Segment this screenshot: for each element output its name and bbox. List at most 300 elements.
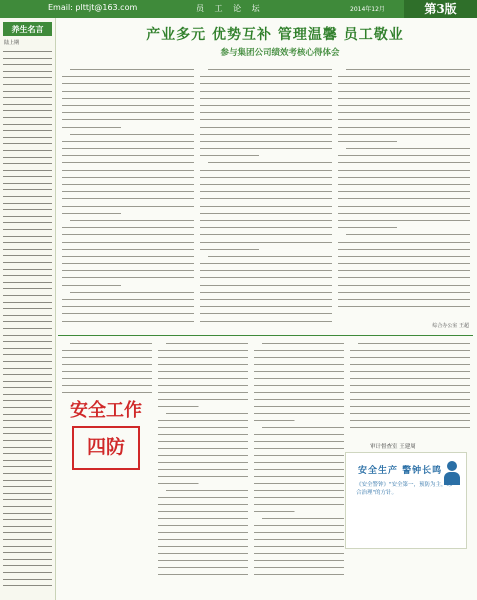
text-line [338,267,470,274]
text-line [200,109,332,116]
text-line [200,102,332,109]
header-email: Email: plttjt@163.com [48,3,138,12]
text-line [3,259,52,266]
text-line [3,404,52,411]
text-line [254,494,344,501]
text-line [3,351,52,358]
safety-title-block [64,400,148,470]
text-line [338,210,470,217]
text-line [200,260,332,267]
text-line [62,260,194,267]
text-line [254,466,344,473]
text-line [200,224,332,231]
text-line [3,305,52,312]
text-line [254,361,344,368]
text-line [62,124,194,131]
text-line [350,410,470,417]
text-line [3,516,52,523]
text-line [3,444,52,451]
text-line [3,213,52,220]
text-line [158,410,248,417]
text-line [3,358,52,365]
text-line [3,292,52,299]
sidebar-column [0,18,56,600]
text-line [3,483,52,490]
text-line [62,159,194,166]
page-number: 第3版 [404,0,477,18]
text-line [254,382,344,389]
text-line [3,549,52,556]
text-line [338,95,470,102]
text-line [338,296,470,303]
text-line [200,296,332,303]
text-line [3,338,52,345]
text-line [3,417,52,424]
text-line [3,582,52,589]
text-line [338,217,470,224]
text-line [158,389,248,396]
text-line [3,543,52,550]
article-body [62,66,470,346]
text-line [158,361,248,368]
text-line [338,152,470,159]
text-line [3,186,52,193]
text-line [158,459,248,466]
text-line [3,457,52,464]
text-line [254,550,344,557]
poem-body: 《安全警钟》"安全第一，预防为主，综合治理"的方针。 [356,482,453,496]
text-line [3,219,52,226]
text-line [350,375,470,382]
text-line [3,167,52,174]
text-line [254,354,344,361]
text-line [158,550,248,557]
text-line [62,361,152,368]
text-line [3,88,52,95]
text-line [338,66,470,73]
header-date: 2014年12月 [350,6,385,13]
text-line [62,282,194,289]
text-line [3,318,52,325]
text-line [62,66,194,73]
article-column-1 [62,66,194,346]
text-line [62,354,152,361]
text-line [200,116,332,123]
text-line [3,127,52,134]
text-line [200,80,332,87]
text-line [200,73,332,80]
text-line [3,121,52,128]
text-line [158,382,248,389]
text-line [3,529,52,536]
section-divider [58,335,473,336]
text-line [200,138,332,145]
text-line [62,102,194,109]
text-line [3,285,52,292]
text-line [200,124,332,131]
text-line [254,571,344,578]
text-line [158,354,248,361]
article-headline: 产业多元 优势互补 管理温馨 员工敬业 [146,27,404,43]
text-line [3,325,52,332]
text-line [3,140,52,147]
text-line [3,272,52,279]
text-line [254,480,344,487]
text-line [254,557,344,564]
text-line [200,246,332,253]
text-line [338,224,470,231]
text-line [200,267,332,274]
poem-label: 审计督查室 王建周 [370,444,416,450]
lower-column-2 [158,340,248,592]
text-line [338,246,470,253]
text-line [3,378,52,385]
text-line [62,131,194,138]
text-line [254,529,344,536]
text-line [200,274,332,281]
text-line [3,173,52,180]
text-line [3,193,52,200]
poem-box [345,452,467,549]
text-line [62,347,152,354]
text-line [338,167,470,174]
text-line [158,466,248,473]
text-line [254,347,344,354]
text-line [3,233,52,240]
article-byline: 综合办公室 王超 [432,323,469,329]
text-line [3,252,52,259]
text-line [158,396,248,403]
text-line [338,282,470,289]
text-line [338,203,470,210]
text-line [200,217,332,224]
text-line [350,389,470,396]
text-line [200,88,332,95]
text-line [3,114,52,121]
text-line [62,181,194,188]
text-line [158,543,248,550]
text-line [62,246,194,253]
text-line [200,181,332,188]
text-line [3,463,52,470]
text-line [338,80,470,87]
text-line [158,431,248,438]
text-line [254,487,344,494]
text-line [3,226,52,233]
text-line [200,253,332,260]
text-line [3,94,52,101]
text-line [158,494,248,501]
text-line [62,267,194,274]
text-line [158,473,248,480]
text-line [200,95,332,102]
text-line [200,231,332,238]
text-line [62,80,194,87]
sidebar-title: 养生名言 [3,22,52,36]
text-line [62,109,194,116]
text-line [3,470,52,477]
text-line [3,74,52,81]
text-line [3,391,52,398]
text-line [3,134,52,141]
text-line [3,200,52,207]
text-line [200,188,332,195]
text-line [62,289,194,296]
text-line [62,368,152,375]
text-line [158,424,248,431]
text-line [62,296,194,303]
text-line [158,536,248,543]
text-line [3,384,52,391]
text-line [338,289,470,296]
text-line [62,195,194,202]
text-line [3,430,52,437]
text-line [350,354,470,361]
text-line [338,159,470,166]
text-line [3,536,52,543]
text-line [254,340,344,347]
safety-title: 安全工作 [70,400,142,421]
text-line [158,529,248,536]
text-line [338,88,470,95]
text-line [254,445,344,452]
text-line [338,274,470,281]
text-line [338,303,470,310]
text-line [62,340,152,347]
text-line [158,487,248,494]
text-line [200,310,332,317]
text-line [254,452,344,459]
text-line [254,375,344,382]
text-line [338,102,470,109]
text-line [3,68,52,75]
text-line [62,389,152,396]
text-line [62,375,152,382]
text-line [3,569,52,576]
text-line [3,180,52,187]
text-line [254,543,344,550]
text-line [62,174,194,181]
text-line [3,371,52,378]
text-line [254,424,344,431]
text-line [338,231,470,238]
page-header [0,0,477,18]
text-line [62,310,194,317]
text-line [3,299,52,306]
text-line [338,73,470,80]
text-line [158,522,248,529]
text-line [62,152,194,159]
text-line [3,246,52,253]
text-line [254,459,344,466]
text-line [350,368,470,375]
text-line [338,138,470,145]
article-subheadline: 参与集团公司绩效考核心得体会 [220,48,340,58]
header-publication: 员 工 论 坛 [196,4,264,13]
text-line [158,557,248,564]
text-line [62,73,194,80]
text-line [338,131,470,138]
poem-title: 安全生产 警钟长鸣 [358,466,443,476]
text-line [200,210,332,217]
text-line [62,318,194,325]
text-line [3,345,52,352]
text-line [62,167,194,174]
text-line [338,174,470,181]
text-line [254,417,344,424]
text-line [3,55,52,62]
lower-column-3 [254,340,344,592]
text-line [3,437,52,444]
text-line [200,303,332,310]
text-line [338,109,470,116]
text-line [338,195,470,202]
sidebar-text [3,48,52,600]
text-line [62,188,194,195]
text-line [158,340,248,347]
text-line [254,522,344,529]
text-line [62,210,194,217]
text-line [3,332,52,339]
text-line [350,347,470,354]
text-line [3,397,52,404]
text-line [200,195,332,202]
safety-subtitle: 四防 [72,426,140,470]
text-line [158,417,248,424]
text-line [158,515,248,522]
text-line [158,375,248,382]
text-line [3,490,52,497]
text-line [62,382,152,389]
text-line [158,452,248,459]
text-line [200,145,332,152]
text-line [158,508,248,515]
text-line [254,368,344,375]
text-line [338,239,470,246]
text-line [350,361,470,368]
text-line [350,382,470,389]
text-line [3,239,52,246]
text-line [62,95,194,102]
text-line [254,564,344,571]
text-line [3,107,52,114]
text-line [254,438,344,445]
text-line [200,282,332,289]
text-line [3,562,52,569]
text-line [254,403,344,410]
text-line [3,312,52,319]
text-line [158,571,248,578]
text-line [62,203,194,210]
text-line [200,203,332,210]
text-line [3,576,52,583]
text-line [3,206,52,213]
text-line [3,266,52,273]
text-line [3,160,52,167]
text-line [3,496,52,503]
text-line [200,289,332,296]
text-line [254,389,344,396]
text-line [62,274,194,281]
text-line [200,239,332,246]
text-line [3,556,52,563]
text-line [254,501,344,508]
text-line [3,48,52,55]
text-line [3,61,52,68]
text-line [200,66,332,73]
sidebar-author: 陆上期 [4,40,20,46]
text-line [3,523,52,530]
text-line [338,124,470,131]
text-line [3,279,52,286]
text-line [62,88,194,95]
text-line [338,260,470,267]
text-line [254,431,344,438]
text-line [62,224,194,231]
text-line [158,501,248,508]
text-line [350,424,470,431]
text-line [158,564,248,571]
text-line [158,480,248,487]
text-line [254,410,344,417]
text-line [158,403,248,410]
text-line [338,188,470,195]
article-column-3 [338,66,470,346]
text-line [254,508,344,515]
text-line [254,536,344,543]
text-line [3,477,52,484]
text-line [200,152,332,159]
text-line [158,347,248,354]
text-line [350,340,470,347]
text-line [338,145,470,152]
text-line [62,303,194,310]
text-line [338,253,470,260]
text-line [338,116,470,123]
text-line [254,515,344,522]
text-line [158,445,248,452]
text-line [254,396,344,403]
text-line [62,116,194,123]
text-line [200,318,332,325]
text-line [3,147,52,154]
text-line [62,145,194,152]
text-line [3,81,52,88]
text-line [62,217,194,224]
text-line [200,159,332,166]
text-line [3,365,52,372]
text-line [158,368,248,375]
text-line [158,438,248,445]
article-column-2 [200,66,332,346]
text-line [338,181,470,188]
text-line [3,424,52,431]
text-line [62,231,194,238]
text-line [3,503,52,510]
text-line [3,411,52,418]
text-line [3,510,52,517]
text-line [200,167,332,174]
text-line [62,138,194,145]
text-line [350,396,470,403]
text-line [350,403,470,410]
text-line [350,417,470,424]
text-line [200,174,332,181]
text-line [3,450,52,457]
text-line [62,239,194,246]
text-line [62,253,194,260]
text-line [254,473,344,480]
